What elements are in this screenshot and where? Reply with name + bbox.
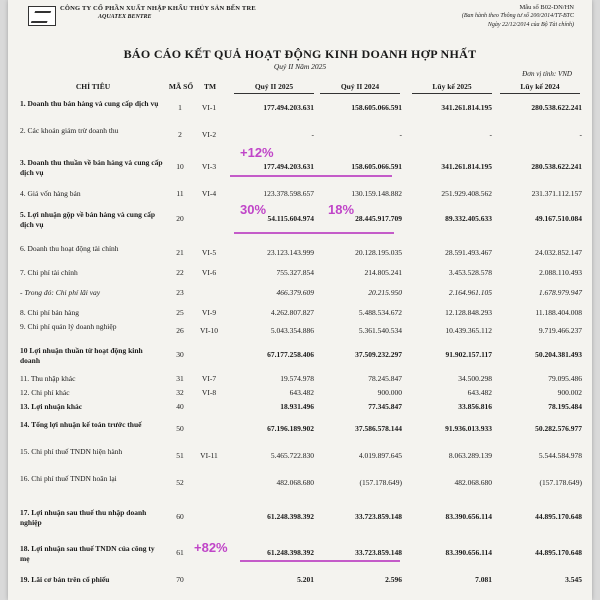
row-code: 25 bbox=[176, 308, 184, 317]
value-ytd-2025: 28.591.493.467 bbox=[445, 248, 492, 257]
value-q2-2025: 5.043.354.886 bbox=[270, 326, 314, 335]
value-q2-2025: 177.494.203.631 bbox=[263, 162, 314, 171]
value-q2-2024: 37.586.578.144 bbox=[355, 424, 402, 433]
header-underline bbox=[320, 93, 400, 94]
row-label: 13. Lợi nhuận khác bbox=[20, 402, 83, 411]
value-q2-2024: 158.605.066.591 bbox=[351, 103, 402, 112]
value-q2-2024: 77.345.847 bbox=[368, 402, 402, 411]
company-name: CÔNG TY CỔ PHẦN XUẤT NHẬP KHẨU THỦY SẢN BẾN TRE bbox=[60, 5, 256, 12]
form-date-note: Ngày 22/12/2014 của Bộ Tài chính) bbox=[487, 22, 574, 28]
col-header-lk-2025: Lũy kế 2025 bbox=[432, 82, 472, 91]
header-underline bbox=[412, 93, 492, 94]
value-q2-2025: 177.494.203.631 bbox=[263, 103, 314, 112]
row-label: 2. Các khoản giảm trừ doanh thu bbox=[20, 126, 119, 135]
value-q2-2025: 67.196.189.902 bbox=[267, 424, 314, 433]
row-note-ref: VI-6 bbox=[201, 268, 217, 277]
value-ytd-2025: - bbox=[489, 130, 492, 139]
value-ytd-2024: 9.719.466.237 bbox=[538, 326, 582, 335]
value-ytd-2024: 231.371.112.157 bbox=[531, 189, 582, 198]
value-ytd-2025: 2.164.961.105 bbox=[448, 288, 492, 297]
row-note-ref: VI-9 bbox=[201, 308, 217, 317]
report-title: BÁO CÁO KẾT QUẢ HOẠT ĐỘNG KINH DOANH HỢP NHẤT bbox=[123, 47, 477, 61]
row-note-ref: VI-4 bbox=[201, 189, 217, 198]
value-q2-2024: 4.019.897.645 bbox=[358, 451, 402, 460]
highlight-underline bbox=[240, 560, 400, 562]
value-ytd-2025: 91.936.013.933 bbox=[445, 424, 492, 433]
value-ytd-2025: 83.390.656.114 bbox=[445, 512, 492, 521]
col-header-lk-2024: Lũy kế 2024 bbox=[520, 82, 560, 91]
value-q2-2025: 482.068.680 bbox=[276, 478, 314, 487]
row-code: 21 bbox=[176, 248, 184, 257]
value-ytd-2024: 79.095.486 bbox=[548, 374, 582, 383]
value-q2-2024: 28.445.917.709 bbox=[355, 214, 402, 223]
row-label: 17. Lợi nhuận sau thuế thu nhập doanh nghiệp bbox=[20, 508, 147, 527]
row-label: 16. Chi phí thuế TNDN hoãn lại bbox=[20, 474, 117, 483]
value-q2-2025: 755.327.854 bbox=[276, 268, 314, 277]
value-q2-2025: 5.201 bbox=[297, 575, 314, 584]
row-note-ref: VI-5 bbox=[201, 248, 217, 257]
value-ytd-2025: 482.068.680 bbox=[454, 478, 492, 487]
row-note-ref: VI-11 bbox=[200, 451, 218, 460]
value-ytd-2024: (157.178.649) bbox=[539, 478, 582, 487]
row-note-ref: VI-10 bbox=[200, 326, 218, 335]
row-code: 23 bbox=[176, 288, 184, 297]
row-code: 30 bbox=[176, 350, 184, 359]
row-code: 22 bbox=[176, 268, 184, 277]
value-ytd-2024: 44.895.170.648 bbox=[535, 512, 582, 521]
report-period: Quý II Năm 2025 bbox=[273, 62, 327, 71]
value-ytd-2024: 280.538.622.241 bbox=[531, 162, 582, 171]
highlight-underline bbox=[230, 175, 392, 177]
header-underline bbox=[500, 93, 580, 94]
annotation-revenue-growth: +12% bbox=[240, 145, 274, 160]
row-label: 3. Doanh thu thuần về bán hàng và cung cấp dịch vụ bbox=[20, 158, 163, 177]
row-code: 31 bbox=[176, 374, 184, 383]
value-ytd-2024: 3.545 bbox=[565, 575, 582, 584]
value-ytd-2025: 643.482 bbox=[467, 388, 492, 397]
annotation-gross-margin-2024: 18% bbox=[328, 202, 355, 217]
row-note-ref: VI-8 bbox=[201, 388, 217, 397]
row-code: 32 bbox=[176, 388, 184, 397]
row-code: 70 bbox=[176, 575, 184, 584]
annotation-gross-margin-2025: 30% bbox=[240, 202, 267, 217]
row-code: 2 bbox=[178, 130, 182, 139]
value-q2-2024: 130.159.148.882 bbox=[351, 189, 402, 198]
form-issued-note: (Ban hành theo Thông tư số 200/2014/TT-BTC bbox=[461, 13, 574, 19]
value-q2-2024: 2.596 bbox=[385, 575, 402, 584]
value-ytd-2025: 341.261.814.195 bbox=[441, 103, 492, 112]
row-label: 9. Chi phí quản lý doanh nghiệp bbox=[20, 322, 117, 331]
value-q2-2024: 37.509.232.297 bbox=[355, 350, 402, 359]
row-note-ref: VI-1 bbox=[201, 103, 217, 112]
value-q2-2024: 214.805.241 bbox=[364, 268, 402, 277]
value-q2-2024: 33.723.859.148 bbox=[355, 548, 402, 557]
value-q2-2024: 20.215.950 bbox=[368, 288, 402, 297]
row-note-ref: VI-7 bbox=[201, 374, 217, 383]
row-label: 7. Chi phí tài chính bbox=[20, 268, 78, 277]
row-label: 14. Tổng lợi nhuận kế toán trước thuế bbox=[20, 420, 142, 429]
value-q2-2025: 123.378.598.657 bbox=[263, 189, 314, 198]
value-q2-2025: 23.123.143.999 bbox=[267, 248, 314, 257]
value-ytd-2024: 900.002 bbox=[557, 388, 582, 397]
row-label: 10 Lợi nhuận thuần từ hoạt động kinh doanh bbox=[20, 346, 143, 365]
currency-unit: Đơn vị tính: VND bbox=[522, 70, 572, 78]
row-label: 4. Giá vốn hàng bán bbox=[20, 189, 81, 198]
report-sheet bbox=[8, 0, 592, 600]
col-header-q2-2025: Quý II 2025 bbox=[254, 82, 294, 91]
value-q2-2024: - bbox=[399, 130, 402, 139]
row-note-ref: VI-3 bbox=[201, 162, 217, 171]
value-q2-2025: 67.177.258.406 bbox=[267, 350, 314, 359]
value-ytd-2025: 91.902.157.117 bbox=[445, 350, 492, 359]
row-code: 20 bbox=[176, 214, 184, 223]
value-ytd-2024: 11.188.404.008 bbox=[535, 308, 582, 317]
value-q2-2025: 61.248.398.392 bbox=[267, 512, 314, 521]
value-q2-2025: 5.465.722.830 bbox=[270, 451, 314, 460]
row-label: 12. Chi phí khác bbox=[20, 388, 70, 397]
value-q2-2025: 19.574.978 bbox=[280, 374, 314, 383]
value-ytd-2024: 5.544.584.978 bbox=[538, 451, 582, 460]
row-label: - Trong đó: Chi phí lãi vay bbox=[20, 288, 101, 297]
value-ytd-2025: 10.439.365.112 bbox=[445, 326, 492, 335]
row-code: 40 bbox=[176, 402, 184, 411]
value-ytd-2025: 8.063.289.139 bbox=[448, 451, 492, 460]
value-ytd-2024: 50.282.576.977 bbox=[535, 424, 582, 433]
value-ytd-2025: 83.390.656.114 bbox=[445, 548, 492, 557]
row-code: 26 bbox=[176, 326, 184, 335]
value-q2-2024: 5.488.534.672 bbox=[358, 308, 402, 317]
value-ytd-2025: 89.332.405.633 bbox=[445, 214, 492, 223]
value-ytd-2024: 44.895.170.648 bbox=[535, 548, 582, 557]
value-q2-2024: 20.128.195.035 bbox=[355, 248, 402, 257]
value-ytd-2024: 2.088.110.493 bbox=[539, 268, 582, 277]
value-ytd-2024: 280.538.622.241 bbox=[531, 103, 582, 112]
company-subname: AQUATEX BENTRE bbox=[98, 14, 152, 20]
row-label: 5. Lợi nhuận gộp về bán hàng và cung cấp dịch vụ bbox=[20, 210, 156, 229]
value-q2-2025: - bbox=[311, 130, 314, 139]
value-ytd-2025: 251.929.408.562 bbox=[441, 189, 492, 198]
row-code: 61 bbox=[176, 548, 184, 557]
row-label: 8. Chi phí bán hàng bbox=[20, 308, 79, 317]
value-q2-2025: 466.379.609 bbox=[276, 288, 314, 297]
value-q2-2024: 158.605.066.591 bbox=[351, 162, 402, 171]
row-code: 51 bbox=[176, 451, 184, 460]
value-ytd-2025: 3.453.528.578 bbox=[448, 268, 492, 277]
form-number: Mẫu số B02-DN/HN bbox=[519, 4, 574, 11]
row-code: 11 bbox=[176, 189, 184, 198]
row-code: 52 bbox=[176, 478, 184, 487]
value-ytd-2024: 50.204.381.493 bbox=[535, 350, 582, 359]
value-q2-2024: 5.361.540.534 bbox=[358, 326, 402, 335]
col-header-tm: TM bbox=[203, 82, 217, 91]
value-ytd-2025: 33.856.816 bbox=[458, 402, 492, 411]
value-ytd-2025: 12.128.848.293 bbox=[445, 308, 492, 317]
annotation-profit-growth: +82% bbox=[194, 540, 228, 555]
value-q2-2024: 33.723.859.148 bbox=[355, 512, 402, 521]
value-ytd-2024: - bbox=[579, 130, 582, 139]
row-label: 1. Doanh thu bán hàng và cung cấp dịch vụ bbox=[20, 99, 159, 108]
row-label: 15. Chi phí thuế TNDN hiện hành bbox=[20, 447, 123, 456]
value-q2-2024: 900.000 bbox=[377, 388, 402, 397]
value-q2-2024: (157.178.649) bbox=[359, 478, 402, 487]
value-ytd-2025: 34.500.298 bbox=[458, 374, 492, 383]
col-header-ma-so: MÃ SỐ bbox=[168, 82, 194, 91]
col-header-q2-2024: Quý II 2024 bbox=[340, 82, 380, 91]
row-code: 60 bbox=[176, 512, 184, 521]
value-q2-2025: 643.482 bbox=[289, 388, 314, 397]
value-ytd-2024: 1.678.979.947 bbox=[538, 288, 582, 297]
value-ytd-2024: 78.195.484 bbox=[548, 402, 582, 411]
company-logo bbox=[28, 6, 56, 26]
value-q2-2024: 78.245.847 bbox=[368, 374, 402, 383]
value-ytd-2025: 341.261.814.195 bbox=[441, 162, 492, 171]
value-q2-2025: 4.262.807.827 bbox=[270, 308, 314, 317]
row-label: 19. Lãi cơ bản trên cổ phiếu bbox=[20, 575, 110, 584]
row-code: 10 bbox=[176, 162, 184, 171]
row-note-ref: VI-2 bbox=[201, 130, 217, 139]
header-underline bbox=[234, 93, 314, 94]
value-q2-2025: 61.248.398.392 bbox=[267, 548, 314, 557]
row-code: 1 bbox=[178, 103, 182, 112]
value-q2-2025: 18.931.496 bbox=[280, 402, 314, 411]
value-q2-2025: 54.115.604.974 bbox=[267, 214, 314, 223]
value-ytd-2024: 49.167.510.084 bbox=[535, 214, 582, 223]
row-code: 50 bbox=[176, 424, 184, 433]
row-label: 18. Lợi nhuận sau thuế TNDN của công ty mẹ bbox=[20, 544, 155, 563]
row-label: 11. Thu nhập khác bbox=[20, 374, 76, 383]
col-header-chi-tieu: CHỈ TIÊU bbox=[75, 82, 111, 91]
value-ytd-2025: 7.081 bbox=[475, 575, 492, 584]
value-ytd-2024: 24.032.852.147 bbox=[535, 248, 582, 257]
highlight-underline bbox=[234, 232, 394, 234]
row-label: 6. Doanh thu hoạt động tài chính bbox=[20, 244, 119, 253]
